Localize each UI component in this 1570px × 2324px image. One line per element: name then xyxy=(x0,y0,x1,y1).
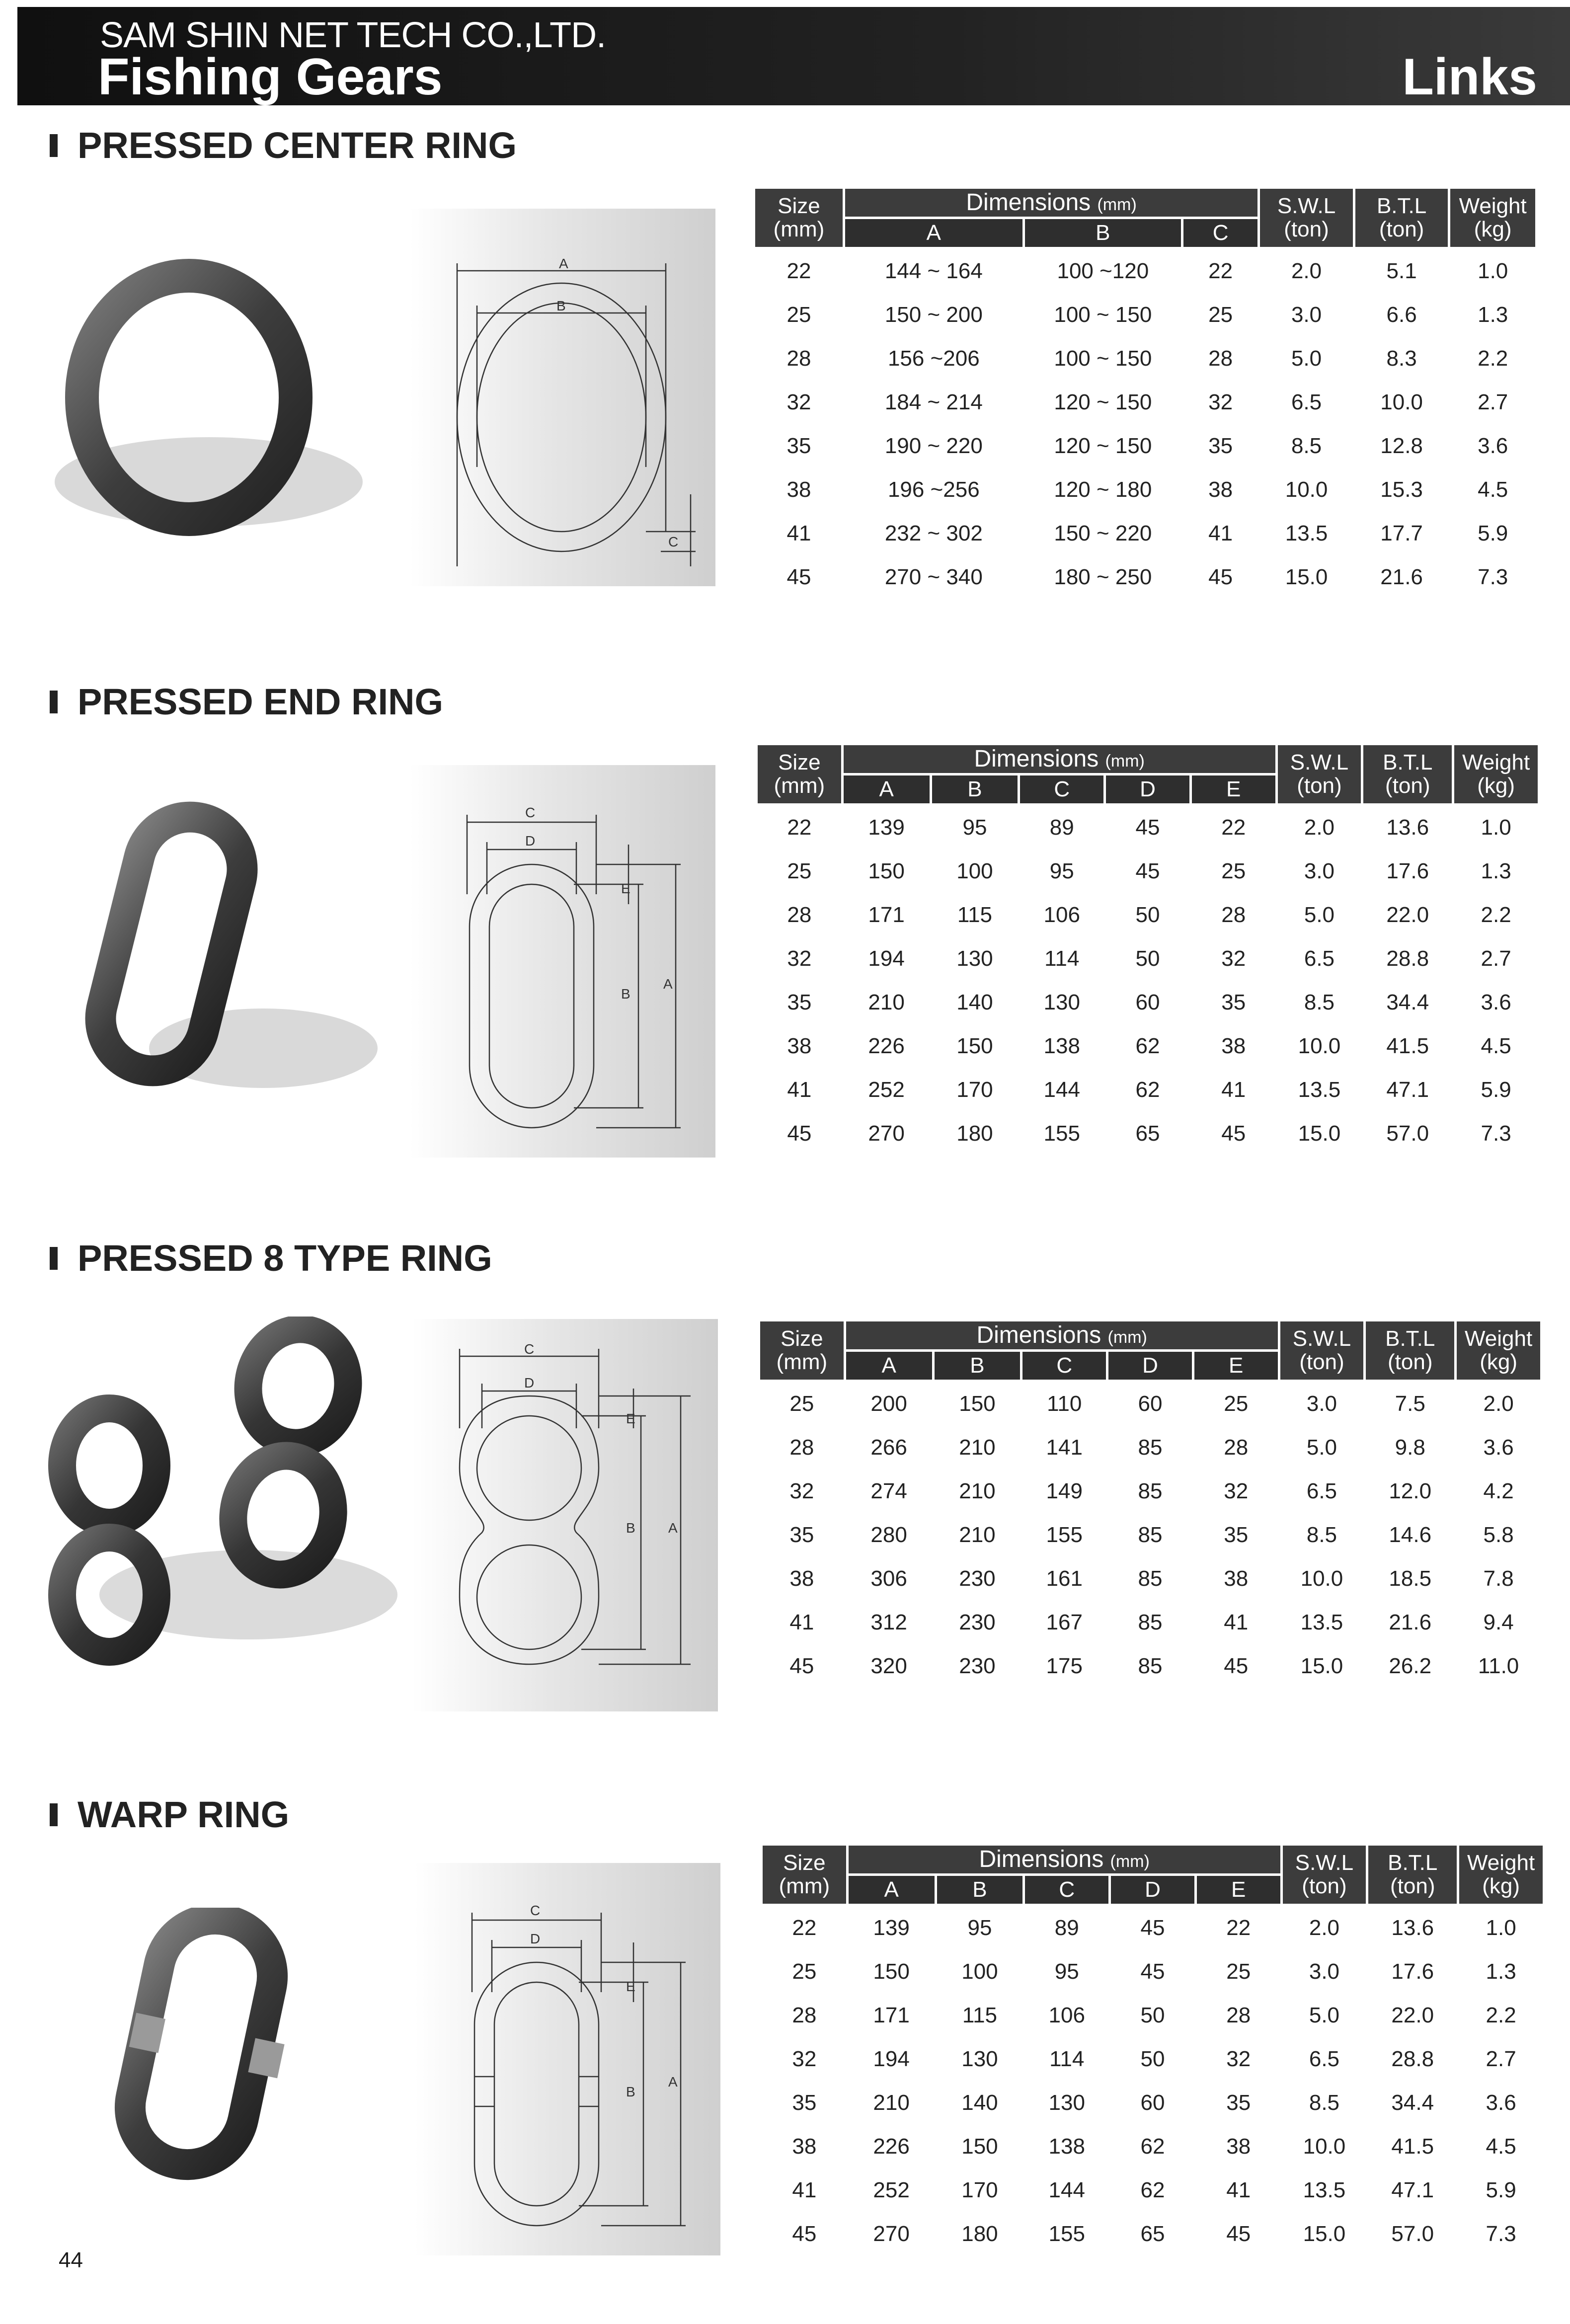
section-name: Links xyxy=(1402,48,1537,106)
dim-label-e: E xyxy=(626,1979,635,1994)
section-title-8-type-ring: PRESSED 8 TYPE RING xyxy=(50,1237,492,1279)
col-swl: S.W.L (ton) xyxy=(1281,1845,1367,1905)
end-ring-photo xyxy=(75,795,383,1113)
col-c: C xyxy=(1182,218,1258,248)
table-row: 28 171 115 106 50 28 5.0 22.0 2.2 xyxy=(792,2003,1516,2027)
dim-label-c: C xyxy=(530,1903,541,1918)
dim-label-a: A xyxy=(668,2074,678,2090)
dim-label-a: A xyxy=(668,1520,678,1536)
table-row: 45 270 180 155 65 45 15.0 57.0 7.3 xyxy=(787,1121,1511,1146)
dim-label-e: E xyxy=(626,1411,635,1426)
end-ring-diagram xyxy=(410,765,715,1158)
table-row: 32 194 130 114 50 32 6.5 28.8 2.7 xyxy=(787,946,1511,971)
col-a: A xyxy=(842,775,931,805)
table-row: 35 210 140 130 60 35 8.5 34.4 3.6 xyxy=(792,2091,1516,2115)
table-row: 28 266 210 141 85 28 5.0 9.8 3.6 xyxy=(789,1435,1514,1460)
section-bullet-icon xyxy=(50,134,58,157)
table-row: 35 280 210 155 85 35 8.5 14.6 5.8 xyxy=(789,1523,1514,1547)
col-swl: S.W.L (ton) xyxy=(1279,1320,1365,1381)
col-weight: Weight (kg) xyxy=(1453,744,1539,805)
table-body xyxy=(762,1905,1544,2256)
col-d: D xyxy=(1110,1875,1196,1905)
table-body xyxy=(754,248,1537,600)
col-b: B xyxy=(936,1875,1024,1905)
col-size: Size (mm) xyxy=(754,188,844,248)
table-row: 25 200 150 110 60 25 3.0 7.5 2.0 xyxy=(789,1392,1514,1416)
8-type-ring-diagram xyxy=(412,1319,718,1711)
section-title-center-ring: PRESSED CENTER RING xyxy=(50,124,517,166)
col-weight: Weight (kg) xyxy=(1458,1845,1544,1905)
col-btl: B.T.L (ton) xyxy=(1367,1845,1458,1905)
dim-label-a: A xyxy=(559,256,568,271)
center-ring-diagram xyxy=(410,209,715,586)
table-row: 25 150 100 95 45 25 3.0 17.6 1.3 xyxy=(792,1959,1516,1984)
section-title-end-ring: PRESSED END RING xyxy=(50,681,443,723)
page-header xyxy=(17,7,1570,105)
col-b: B xyxy=(931,775,1019,805)
dim-label-b: B xyxy=(626,2084,635,2099)
col-a: A xyxy=(844,218,1023,248)
dim-label-b: B xyxy=(556,298,566,313)
section-bullet-icon xyxy=(50,1247,58,1270)
col-a: A xyxy=(847,1875,936,1905)
col-d: D xyxy=(1105,775,1191,805)
section-bullet-icon xyxy=(50,1803,58,1826)
dim-label-e: E xyxy=(621,881,630,896)
table-row: 41 252 170 144 62 41 13.5 47.1 5.9 xyxy=(787,1078,1511,1102)
col-dimensions: Dimensions (mm) xyxy=(847,1845,1281,1875)
table-row: 28 156 ~206 100 ~ 150 28 5.0 8.3 2.2 xyxy=(786,346,1508,371)
table-row: 28 171 115 106 50 28 5.0 22.0 2.2 xyxy=(787,903,1511,927)
table-row: 38 196 ~256 120 ~ 180 38 10.0 15.3 4.5 xyxy=(786,477,1508,502)
table-row: 38 226 150 138 62 38 10.0 41.5 4.5 xyxy=(787,1034,1511,1058)
dim-label-c: C xyxy=(524,1341,535,1357)
table-row: 32 184 ~ 214 120 ~ 150 32 6.5 10.0 2.7 xyxy=(786,390,1508,414)
table-row: 45 270 180 155 65 45 15.0 57.0 7.3 xyxy=(792,2222,1516,2246)
col-dimensions: Dimensions (mm) xyxy=(842,744,1276,775)
col-dimensions: Dimensions (mm) xyxy=(845,1320,1279,1351)
table-row: 25 150 ~ 200 100 ~ 150 25 3.0 6.6 1.3 xyxy=(786,303,1508,327)
table-row: 25 150 100 95 45 25 3.0 17.6 1.3 xyxy=(787,859,1511,883)
col-a: A xyxy=(845,1351,933,1381)
col-b: B xyxy=(933,1351,1021,1381)
table-row: 45 270 ~ 340 180 ~ 250 45 15.0 21.6 7.3 xyxy=(786,565,1508,589)
col-e: E xyxy=(1193,1351,1279,1381)
col-d: D xyxy=(1107,1351,1193,1381)
dim-label-b: B xyxy=(626,1520,635,1536)
warp-ring-diagram xyxy=(415,1863,720,2255)
col-size: Size (mm) xyxy=(762,1845,848,1905)
col-b: B xyxy=(1023,218,1182,248)
table-row: 32 274 210 149 85 32 6.5 12.0 4.2 xyxy=(789,1479,1514,1503)
table-body xyxy=(759,1381,1542,1689)
end-ring-spec-table xyxy=(755,743,1540,1156)
dim-label-d: D xyxy=(530,1931,541,1946)
table-row: 45 320 230 175 85 45 15.0 26.2 11.0 xyxy=(789,1654,1519,1678)
table-row: 38 226 150 138 62 38 10.0 41.5 4.5 xyxy=(792,2134,1516,2159)
center-ring-spec-table xyxy=(753,186,1538,599)
col-btl: B.T.L (ton) xyxy=(1354,188,1449,248)
warp-ring-spec-table xyxy=(760,1843,1545,2256)
dim-label-a: A xyxy=(663,976,673,992)
dim-label-d: D xyxy=(525,833,536,849)
table-row: 35 210 140 130 60 35 8.5 34.4 3.6 xyxy=(787,990,1511,1014)
col-e: E xyxy=(1195,1875,1281,1905)
table-body xyxy=(757,805,1539,1156)
col-weight: Weight (kg) xyxy=(1449,188,1537,248)
col-swl: S.W.L (ton) xyxy=(1259,188,1354,248)
table-row: 38 306 230 161 85 38 10.0 18.5 7.8 xyxy=(789,1566,1514,1591)
col-dimensions: Dimensions (mm) xyxy=(844,188,1258,218)
col-c: C xyxy=(1019,775,1105,805)
col-swl: S.W.L (ton) xyxy=(1276,744,1362,805)
dim-label-c: C xyxy=(525,805,536,820)
table-row: 22 139 95 89 45 22 2.0 13.6 1.0 xyxy=(792,1916,1516,1940)
table-row: 41 232 ~ 302 150 ~ 220 41 13.5 17.7 5.9 xyxy=(786,521,1508,545)
col-btl: B.T.L (ton) xyxy=(1362,744,1453,805)
col-size: Size (mm) xyxy=(759,1320,845,1381)
col-c: C xyxy=(1021,1351,1107,1381)
col-c: C xyxy=(1024,1875,1110,1905)
table-row: 32 194 130 114 50 32 6.5 28.8 2.7 xyxy=(792,2047,1516,2071)
warp-ring-photo xyxy=(104,1908,363,2186)
company-name: SAM SHIN NET TECH CO.,LTD. xyxy=(100,15,606,55)
table-row: 22 144 ~ 164 100 ~120 22 2.0 5.1 1.0 xyxy=(786,259,1508,283)
8-type-ring-photo xyxy=(40,1317,407,1714)
dim-label-d: D xyxy=(524,1375,535,1391)
table-row: 41 312 230 167 85 41 13.5 21.6 9.4 xyxy=(789,1610,1514,1634)
dim-label-b: B xyxy=(621,986,630,1002)
catalog-title: Fishing Gears xyxy=(98,48,443,106)
section-bullet-icon xyxy=(50,691,58,713)
page-number: 44 xyxy=(59,2248,83,2272)
section-title-warp-ring: WARP RING xyxy=(50,1793,289,1836)
col-size: Size (mm) xyxy=(757,744,843,805)
col-btl: B.T.L (ton) xyxy=(1365,1320,1456,1381)
table-row: 35 190 ~ 220 120 ~ 150 35 8.5 12.8 3.6 xyxy=(786,434,1508,458)
col-e: E xyxy=(1190,775,1276,805)
center-ring-photo xyxy=(45,248,373,556)
table-row: 41 252 170 144 62 41 13.5 47.1 5.9 xyxy=(792,2178,1516,2202)
8-type-ring-spec-table xyxy=(758,1319,1543,1688)
col-weight: Weight (kg) xyxy=(1456,1320,1542,1381)
dim-label-c: C xyxy=(668,534,679,549)
table-row: 22 139 95 89 45 22 2.0 13.6 1.0 xyxy=(787,815,1511,840)
